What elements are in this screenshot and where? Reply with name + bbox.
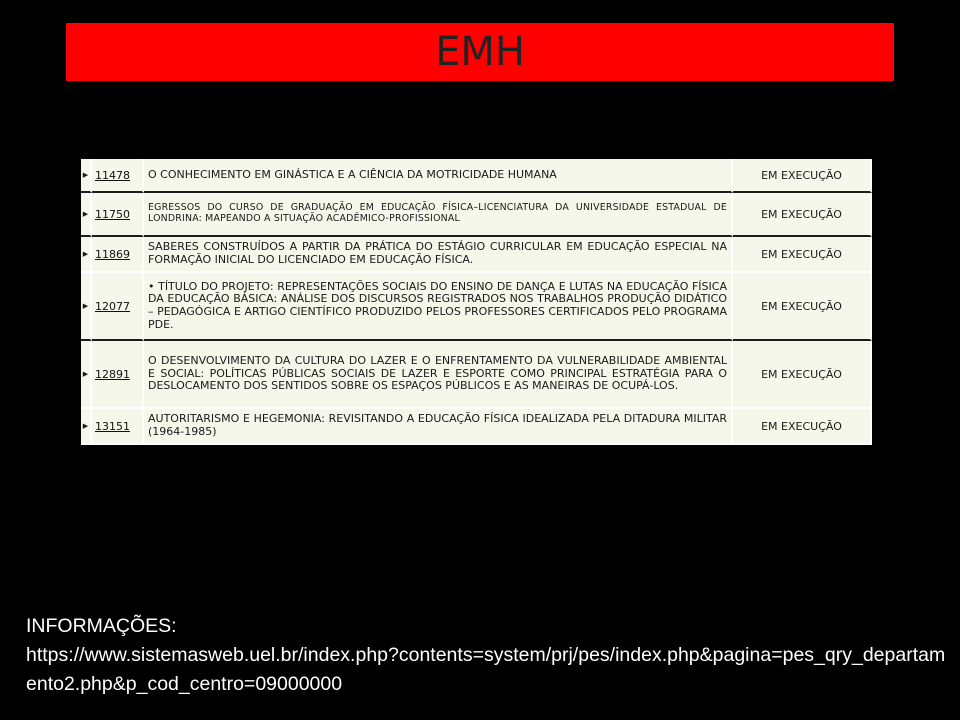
project-status-cell: EM EXECUÇÃO [733,237,872,273]
project-status-cell: EM EXECUÇÃO [733,341,872,409]
project-title-cell: O CONHECIMENTO EM GINÁSTICA E A CIÊNCIA DA MOTRICIDADE HUMANA [144,159,733,193]
project-code-link[interactable]: 11750 [95,207,130,221]
expand-arrow-icon[interactable]: ▶ [81,409,92,445]
project-code-cell [92,159,144,193]
expand-arrow-icon[interactable]: ▶ [81,237,92,273]
projects-table-container [81,159,872,445]
project-code-cell [92,409,144,445]
table-row [81,237,872,273]
project-status-cell: EM EXECUÇÃO [733,409,872,445]
project-title-cell: SABERES CONSTRUÍDOS A PARTIR DA PRÁTICA DO ESTÁGIO CURRICULAR EM EDUCAÇÃO ESPECIAL NA FORMAÇÃO INICIAL DO LICENCIADO EM EDUCAÇÃO FÍSICA. [144,237,733,273]
project-status-cell: EM EXECUÇÃO [733,159,872,193]
info-label: INFORMAÇÕES: [26,615,177,637]
info-block [26,612,946,699]
project-title-cell: EGRESSOS DO CURSO DE GRADUAÇÃO EM EDUCAÇÃO FÍSICA–LICENCIATURA DA UNIVERSIDADE ESTADUAL DE LONDRINA: MAPEANDO A SITUAÇÃO ACADÊMICO-PROFISSIONAL [144,193,733,237]
project-code-cell [92,341,144,409]
project-status-cell: EM EXECUÇÃO [733,273,872,341]
project-code-link[interactable]: 11478 [95,168,130,182]
project-code-link[interactable]: 13151 [95,419,130,433]
slide-title: EMH [435,29,525,75]
expand-arrow-icon[interactable]: ▶ [81,341,92,409]
project-code-link[interactable]: 12891 [95,367,130,381]
project-status-cell: EM EXECUÇÃO [733,193,872,237]
table-row [81,341,872,409]
expand-arrow-icon[interactable]: ▶ [81,193,92,237]
table-row [81,409,872,445]
table-row [81,159,872,193]
info-url: https://www.sistemasweb.uel.br/index.php?contents=system/prj/pes/index.php&pagina=pes_qry_departamento2.php&p_cod_centro=09000000 [26,644,946,695]
expand-arrow-icon[interactable]: ▶ [81,159,92,193]
project-code-cell [92,273,144,341]
project-title-cell: O DESENVOLVIMENTO DA CULTURA DO LAZER E O ENFRENTAMENTO DA VULNERABILIDADE AMBIENTAL E SOCIAL: POLÍTICAS PÚBLICAS SOCIAIS DE LAZER E ESPORTE COMO PRINCIPAL ESTRATÉGIA PARA O DESLOCAMENTO DOS SENTIDOS SOBRE OS ESPAÇOS PÚBLICOS E AS MANEIRAS DE OCUPÁ-LOS. [144,341,733,409]
project-code-link[interactable]: 11869 [95,247,130,261]
table-row [81,273,872,341]
project-code-cell [92,237,144,273]
project-code-link[interactable]: 12077 [95,299,130,313]
projects-table [81,159,872,445]
title-banner [66,23,894,81]
project-title-cell: AUTORITARISMO E HEGEMONIA: REVISITANDO A EDUCAÇÃO FÍSICA IDEALIZADA PELA DITADURA MILITAR (1964-1985) [144,409,733,445]
table-row [81,193,872,237]
expand-arrow-icon[interactable]: ▶ [81,273,92,341]
project-code-cell [92,193,144,237]
project-title-cell: • TÍTULO DO PROJETO: REPRESENTAÇÕES SOCIAIS DO ENSINO DE DANÇA E LUTAS NA EDUCAÇÃO FÍSICA DA EDUCAÇÃO BÁSICA: ANÁLISE DOS DISCURSOS REGISTRADOS NOS TRABALHOS PRODUÇÃO DIDÁTICO – PEDAGÓGICA E ARTIGO CIENTÍFICO PRODUZIDO PELOS PROFESSORES CERTIFICADOS PELO PROGRAMA PDE. [144,273,733,341]
